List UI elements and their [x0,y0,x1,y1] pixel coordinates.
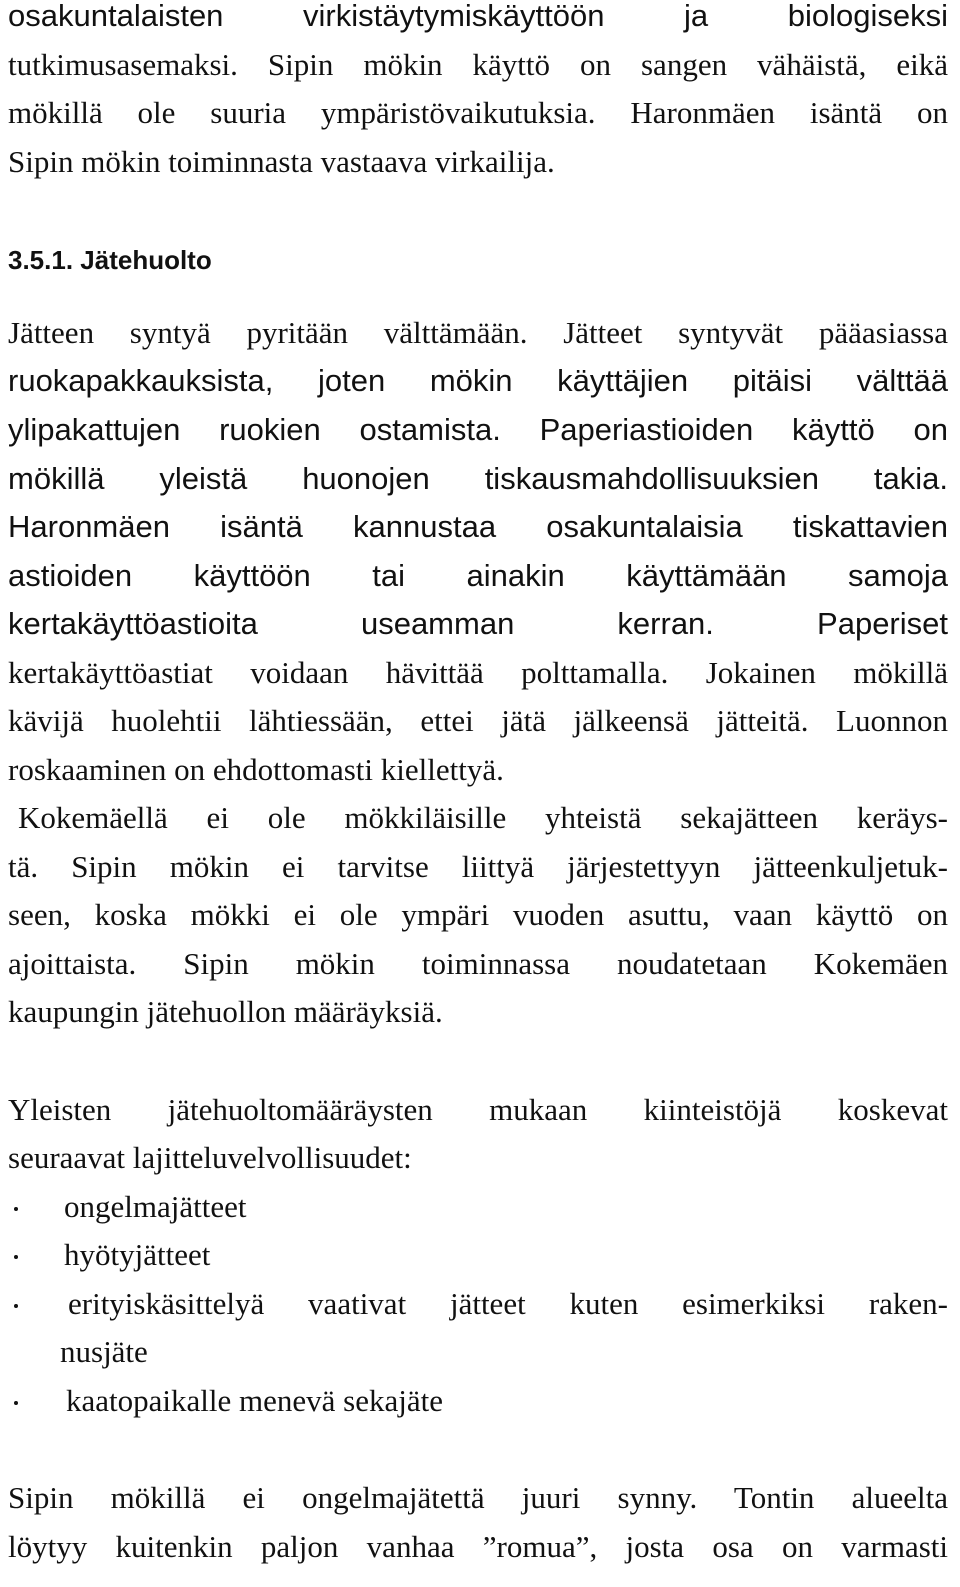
text-line: Haronmäen isäntä kannustaa osakuntalaisia tiskattavien [8,509,948,544]
text-line: kertakäyttöastioita useamman kerran. Paperiset [8,606,948,641]
text-line: ruokapakkauksista, joten mökin käyttäjien pitäisi välttää [8,363,948,398]
text-line: seuraavat lajitteluvelvollisuudet: [8,1140,412,1175]
list-item-text: hyötyjätteet [64,1237,211,1272]
text-line: mökillä yleistä huonojen tiskausmahdollisuuksien takia. [8,461,948,496]
text-line: Jätteen syntyä pyritään välttämään. Jätteet syntyvät pääasiassa [8,315,948,350]
text-line: mökillä ole suuria ympäristövaikutuksia. Haronmäen isäntä on [8,95,948,130]
bullet-icon [14,1255,18,1259]
text-line: löytyy kuitenkin paljon vanhaa ”romua”, josta osa on varmasti [8,1529,948,1564]
bullet-icon [14,1304,18,1308]
text-line: roskaaminen on ehdottomasti kiellettyä. [8,752,504,787]
text-line: astioiden käyttöön tai ainakin käyttämään samoja [8,558,948,593]
text-line: osakuntalaisten virkistäytymiskäyttöön ja biologiseksi [8,0,948,33]
text-line: tä. Sipin mökin ei tarvitse liittyä järjestettyyn jätteenkuljetuk- [8,849,948,884]
text-line: kävijä huolehtii lähtiessään, ettei jätä jälkeensä jätteitä. Luonnon [8,703,948,738]
section-heading: 3.5.1. Jätehuolto [8,245,212,275]
list-item-text: nusjäte [60,1334,148,1369]
text-line: Sipin mökin toiminnasta vastaava virkailija. [8,144,555,179]
list-item-text: kaatopaikalle menevä sekajäte [66,1383,443,1418]
text-line: ajoittaista. Sipin mökin toiminnassa noudatetaan Kokemäen [8,946,948,981]
bullet-icon [14,1401,18,1405]
bullet-icon [14,1207,18,1211]
text-line: kertakäyttöastiat voidaan hävittää polttamalla. Jokainen mökillä [8,655,948,690]
text-line: Kokemäellä ei ole mökkiläisille yhteistä sekajätteen keräys- [18,800,948,835]
list-item-text: ongelmajätteet [64,1189,247,1224]
text-line: Yleisten jätehuoltomääräysten mukaan kiinteistöjä koskevat [8,1092,948,1127]
text-line: seen, koska mökki ei ole ympäri vuoden asuttu, vaan käyttö on [8,897,948,932]
text-line: kaupungin jätehuollon määräyksiä. [8,994,443,1029]
text-line: tutkimusasemaksi. Sipin mökin käyttö on sangen vähäistä, eikä [8,47,948,82]
text-line: ylipakattujen ruokien ostamista. Paperiastioiden käyttö on [8,412,948,447]
text-line: Sipin mökillä ei ongelmajätettä juuri synny. Tontin alueelta [8,1480,948,1515]
list-item-text: erityiskäsittelyä vaativat jätteet kuten esimerkiksi raken- [68,1286,948,1321]
